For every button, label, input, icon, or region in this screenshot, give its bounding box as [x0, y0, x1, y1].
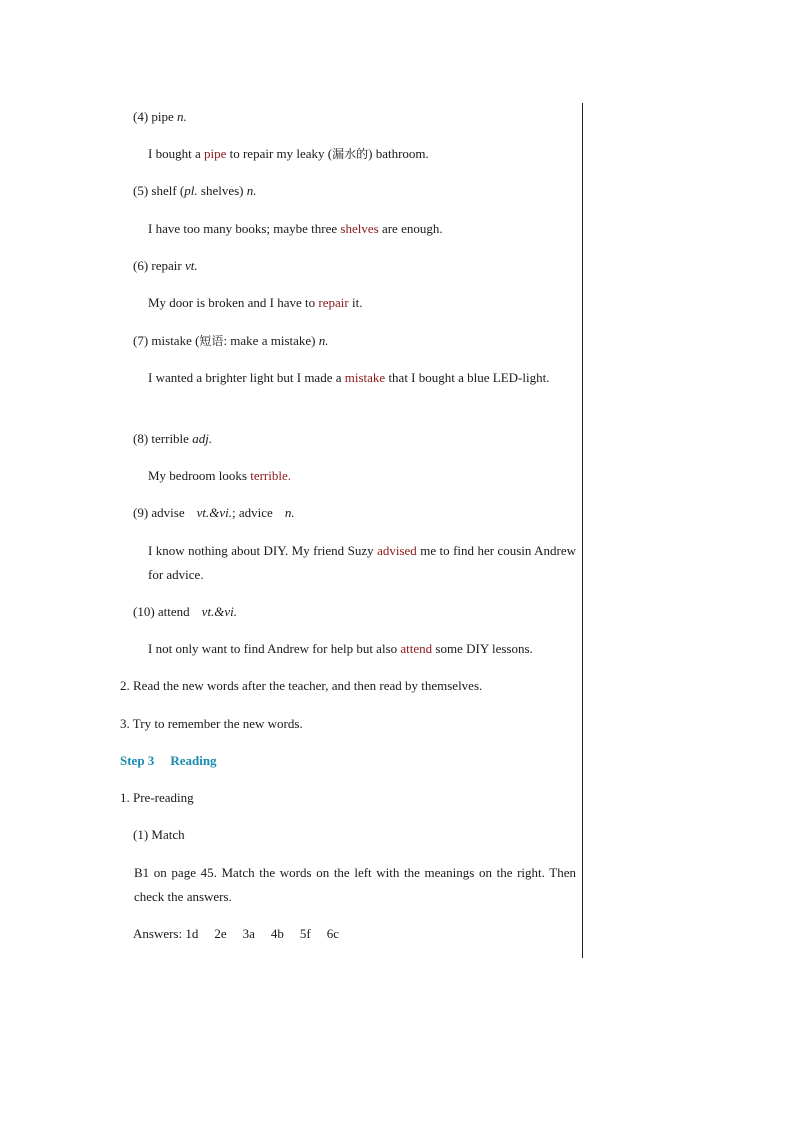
part-of-speech: n. [246, 183, 257, 198]
example-sentence-shelf: I have too many books; maybe three shelves are enough. [148, 221, 443, 236]
answers-line [133, 926, 339, 942]
part-of-speech: n. [318, 333, 329, 348]
vocab-item-attend: (10) attend vt.&vi. [133, 604, 238, 619]
highlighted-word: terrible [250, 468, 288, 483]
vocab-item-shelf: (5) shelf (pl. shelves) n. [133, 183, 257, 198]
answer-item: 6c [326, 926, 340, 941]
example-sentence-terrible: My bedroom looks terrible. [148, 468, 291, 483]
highlighted-word: pipe [203, 146, 227, 161]
section-heading-step3 [120, 753, 217, 769]
chinese-gloss: 短语 [199, 334, 224, 348]
highlighted-word: shelves [340, 221, 379, 236]
example-sentence-pipe: I bought a pipe to repair my leaky (漏水的) bathroom. [148, 146, 429, 161]
step-item-2: 2. Read the new words after the teacher, and then read by themselves. [120, 678, 483, 693]
part-of-speech: vt. [184, 258, 198, 273]
plural-abbrev: pl. [184, 183, 198, 198]
highlighted-word: advised [377, 543, 417, 558]
answers-label: Answers: 1d [133, 926, 199, 941]
part-of-speech: vt.&vi. [196, 505, 233, 520]
step-item-3: 3. Try to remember the new words. [120, 716, 303, 731]
chinese-gloss: 漏水的 [332, 147, 369, 161]
match-label: (1) Match [133, 827, 185, 842]
example-sentence-repair: My door is broken and I have to repair it. [148, 295, 363, 310]
answer-item: 5f [299, 926, 311, 941]
answer-item: 2e [214, 926, 227, 941]
vocab-item-advise: (9) advise vt.&vi.; advice n. [133, 505, 295, 520]
answer-item: 3a [242, 926, 255, 941]
part-of-speech: n. [177, 109, 187, 124]
highlighted-word: repair [318, 295, 349, 310]
highlighted-word: attend [400, 641, 433, 656]
step-label: Step 3 [120, 753, 155, 768]
example-sentence-attend: I not only want to find Andrew for help but also attend some DIY lessons. [148, 641, 533, 656]
part-of-speech: vt.&vi. [201, 604, 238, 619]
table-border-line [582, 103, 583, 958]
step-title: Reading [170, 753, 217, 768]
vocab-head: (4) pipe [133, 109, 178, 124]
example-sentence-advise: I know nothing about DIY. My friend Suzy advised me to find her cousin Andrew for advice. [148, 543, 576, 582]
highlighted-word: mistake [344, 370, 386, 385]
vocab-item-pipe [133, 109, 187, 125]
match-description: B1 on page 45. Match the words on the left with the meanings on the right. Then check the answers. [134, 865, 576, 904]
answer-item: 4b [270, 926, 284, 941]
part-of-speech: n. [284, 505, 295, 520]
vocab-item-mistake: (7) mistake (短语: make a mistake) n. [133, 333, 329, 348]
pre-reading-label: 1. Pre-reading [120, 790, 194, 805]
example-sentence-mistake: I wanted a brighter light but I made a mistake that I bought a blue LED-light. [148, 370, 550, 385]
vocab-item-terrible: (8) terrible adj. [133, 431, 213, 446]
part-of-speech: adj. [192, 431, 213, 446]
vocab-item-repair: (6) repair vt. [133, 258, 198, 273]
